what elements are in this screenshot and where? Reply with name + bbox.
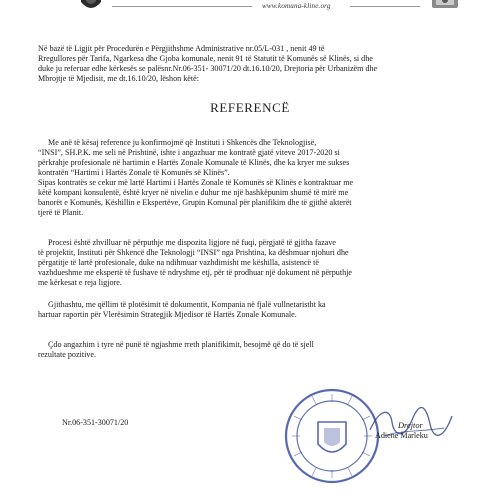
signatory-name: Adiene Marleku xyxy=(375,431,428,440)
intro-line: Mbrojtje të Mjedisit, me dt.16.10/20, lëshon këtë: xyxy=(38,74,199,83)
reference-number: Nr.06-351-30071/20 xyxy=(62,418,129,427)
body-line: përgatitje të lartë profesionale, duke na ndihmuar vazhdimisht me këshilla, asistencë të xyxy=(38,258,320,267)
body-line: hartuar raportin për Vlerësimin Strategjik Mjedisor të Hartës Zonale Komunale. xyxy=(38,310,297,319)
coat-of-arms-icon xyxy=(430,0,460,16)
document-title: REFERENCË xyxy=(210,100,290,115)
body-paragraph-2 xyxy=(38,238,470,288)
municipality-emblem-icon xyxy=(78,0,104,14)
body-line: Çdo angazhim i tyre në punë të ngjashme rreth planifikimit, besojmë që do të sjell xyxy=(48,340,314,349)
intro-line: Rregullores për Tarifa, Ngarkesa dhe Gjoba komunale, nenit 91 të Statutit të Komunës së Klinës, si dhe xyxy=(38,54,373,63)
body-paragraph-4 xyxy=(38,340,470,360)
body-line: tjerë të Planit. xyxy=(38,208,84,217)
body-line: banorët e Komunës, Këshillin e Ekspertëve, Grupin Komunal për planifikim dhe të gjithë akterët xyxy=(38,198,352,207)
body-line: vazhdueshme me ekspertë të fushave të ndryshme etj, për të prodhuar një dokument në përputhje xyxy=(38,268,352,277)
body-paragraph-1 xyxy=(38,138,470,218)
body-line: Procesi është zhvilluar në përputhje me dispozita ligjore në fuqi, përgjatë të gjitha fazave xyxy=(48,238,336,247)
signatory-title: Drejtor xyxy=(398,421,423,430)
body-line: Gjithashtu, me qëllim të plotësimit të dokumentit, Kompania në fjalë vullnetaristht ka xyxy=(48,300,326,309)
intro-paragraph xyxy=(38,44,470,84)
body-line: kontratën “Hartimi i Hartës Zonale të Komunës së Klinës”. xyxy=(38,168,230,177)
intro-line: Në bazë të Ligjit për Procedurën e Përgjithshme Administrative nr.05/L-031 , nenit 49 të xyxy=(38,44,325,53)
body-line: rezultate pozitive. xyxy=(38,350,96,359)
letterhead-rule-left xyxy=(112,6,252,7)
letterhead-rule-right xyxy=(350,6,420,7)
body-line: me kërkesat e reja ligjore. xyxy=(38,278,122,287)
body-line: Sipas kontratës se cekur më lartë Hartimi i Hartës Zonale të Komunës së Klinës e kontraktuar me xyxy=(38,178,354,187)
intro-line: duke ju referuar edhe kërkesës se palësnr.Nr.06-351- 30071/20 dt.16.10/20, Drejtoria për Urbanizëm dhe xyxy=(38,64,378,73)
body-line: përkrahje profesionale në hartimin e Hartës Zonale Komunale të Klinës, dhe ka kryer me sukses xyxy=(38,158,350,167)
letterhead xyxy=(0,0,500,24)
body-paragraph-3 xyxy=(38,300,470,320)
letterhead-url[interactable]: www.komuna-kline.org xyxy=(262,2,331,10)
body-line: Me anë të kësaj reference ju konfirmojmë që Instituti i Shkencës dhe Teknologjisë, xyxy=(48,138,317,147)
body-line: këtë kompani konsulentë, është kryer në nivelin e duhur me një bashkëpunim shumë të mirë me xyxy=(38,188,349,197)
body-line: “INSI”, SH.P.K. me seli në Prishtinë, ishte i angazhuar me kontratë gjatë viteve 2017-2020 si xyxy=(38,148,340,157)
body-line: të projektit, Instituti për Shkencë dhe Teknologji “INSI” nga Prishtina, ka dëshmuar njohuri dhe xyxy=(38,248,349,257)
